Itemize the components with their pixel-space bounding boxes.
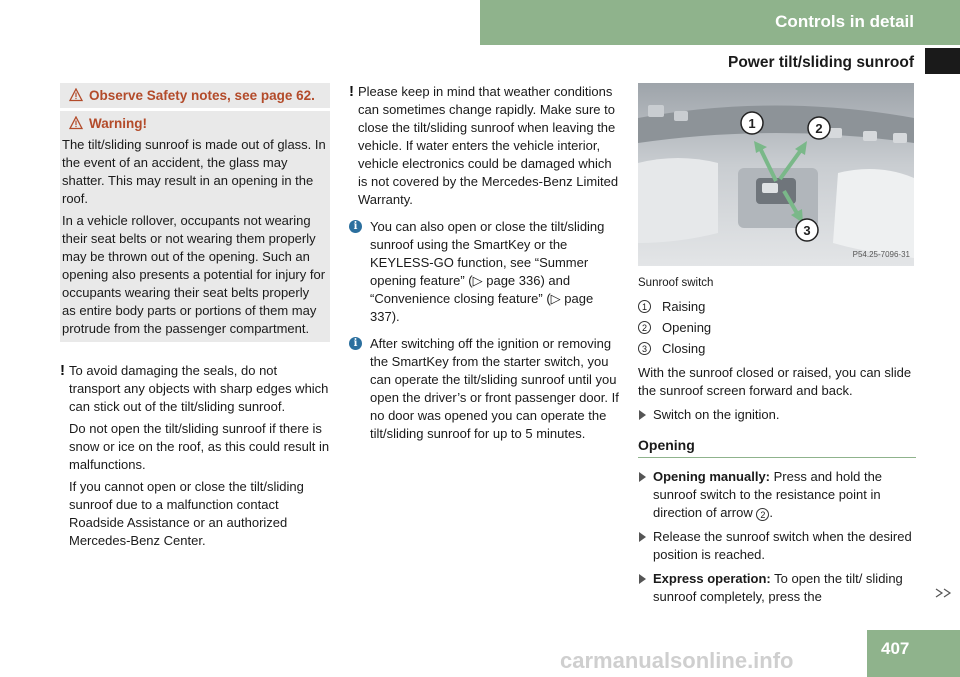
legend-item [638, 298, 916, 316]
step-bold-label: Express operation: [653, 571, 771, 586]
exclamation-icon: ! [60, 362, 65, 379]
sunroof-switch-photo [638, 83, 914, 266]
note-paragraph-1: To avoid damaging the seals, do not transport any objects with sharp edges which can stick out of the tilt/sliding sunroof. [69, 363, 329, 414]
ignition-info-text: After switching off the ignition or removing the SmartKey from the starter switch, you can operate the tilt/sliding sunroof until you open the driver’s or front passenger door. If no door was opened you can operate the tilt/sliding sunroof for up to 5 minutes. [370, 336, 619, 441]
safety-notice-box [60, 83, 330, 108]
legend-label: Closing [662, 341, 706, 356]
step-open-manually: Opening manually: Press and hold the sunroof switch to the resistance point in direction of arrow 2 . [638, 468, 916, 522]
legend-number: 3 [638, 342, 651, 355]
step-bold-label: Opening manually: [653, 469, 771, 484]
step-express [638, 570, 916, 606]
page-number-box [867, 630, 960, 677]
step-text: Release the sunroof switch when the desired position is reached. [653, 529, 912, 562]
step-arrow-icon [639, 472, 646, 482]
svg-text:2: 2 [815, 121, 823, 136]
safety-notice-text: Observe Safety notes, see page 62. [89, 88, 315, 103]
sunroof-switch-illustration [638, 83, 914, 266]
warning-box [60, 111, 330, 342]
column-right [638, 83, 916, 606]
weather-note [349, 83, 624, 209]
intro-paragraph: With the sunroof closed or raised, you can slide the sunroof screen forward and back. [638, 365, 912, 398]
figure-code: P54.25-7096-31 [852, 250, 910, 259]
legend-item [638, 340, 916, 358]
note-paragraph-2: Do not open the tilt/sliding sunroof if there is snow or ice on the roof, as this could result in malfunctions. [69, 421, 330, 472]
opening-heading: Opening [638, 436, 916, 458]
step-ignition [638, 406, 916, 424]
ignition-info [349, 335, 624, 443]
legend-label: Raising [662, 299, 706, 314]
legend-label: Opening [662, 320, 712, 335]
svg-text:3: 3 [803, 223, 811, 238]
exclamation-icon: ! [349, 83, 354, 100]
column-middle [349, 83, 624, 452]
continue-arrows-icon [934, 586, 954, 600]
warning-paragraph-2: In a vehicle rollover, occupants not wearing their seat belts or not wearing them properly may be thrown out of the opening. Such an opening also presents a potential for injury for occupants wearing their seat belts properly as entire body parts or portions of them may protrude from the passenger compartment. [62, 213, 326, 336]
callout-3 [796, 219, 818, 241]
smartkey-info [349, 218, 624, 326]
page-number: 407 [881, 639, 910, 658]
info-icon: i [349, 220, 362, 233]
step-release [638, 528, 916, 564]
step-text: To open the tilt/ sliding sunroof completely, press the [653, 571, 903, 604]
smartkey-info-text: You can also open or close the tilt/sliding sunroof using the SmartKey or the KEYLESS-GO function, see “Summer opening feature” (▷ page 336) and “Convenience closing feature” (▷ page 337). [370, 219, 605, 324]
warning-triangle-icon [69, 116, 83, 130]
step-arrow-icon [639, 532, 646, 542]
step-text: Press and hold the sunroof switch to the resistance point in direction of arrow [653, 469, 883, 520]
warning-paragraph-1: The tilt/sliding sunroof is made out of glass. In the event of an accident, the glass may shatter. This may result in an opening in the roof. [62, 137, 326, 206]
header-tab-marker [925, 48, 960, 74]
watermark: carmanualsonline.info [560, 648, 794, 673]
callout-1 [741, 112, 763, 134]
legend-number: 2 [638, 321, 651, 334]
legend-number: 1 [638, 300, 651, 313]
weather-note-text: Please keep in mind that weather conditions can sometimes change rapidly. Make sure to close the tilt/sliding sunroof when leaving the vehicle. If water enters the vehicle interior, vehicle electronics could be damaged which is not covered by the Mercedes-Benz Limited Warranty. [358, 84, 619, 207]
note-paragraph-3: If you cannot open or close the tilt/sliding sunroof due to a malfunction contact Roadside Assistance or an authorized Mercedes-Benz Center. [69, 479, 304, 548]
svg-text:1: 1 [748, 116, 756, 131]
subsection-title: Power tilt/sliding sunroof [728, 54, 914, 71]
legend-item [638, 319, 916, 337]
column-left [60, 83, 330, 559]
step-arrow-icon [639, 574, 646, 584]
step-arrow-icon [639, 410, 646, 420]
warning-title: Warning! [89, 116, 147, 131]
seal-damage-note [60, 362, 330, 550]
callout-2 [808, 117, 830, 139]
warning-triangle-icon [69, 88, 83, 102]
inline-callout-2: 2 [756, 508, 769, 521]
step-text: Switch on the ignition. [653, 407, 780, 422]
info-icon: i [349, 337, 362, 350]
figure-caption: Sunroof switch [638, 277, 714, 289]
section-title: Controls in detail [775, 12, 914, 31]
